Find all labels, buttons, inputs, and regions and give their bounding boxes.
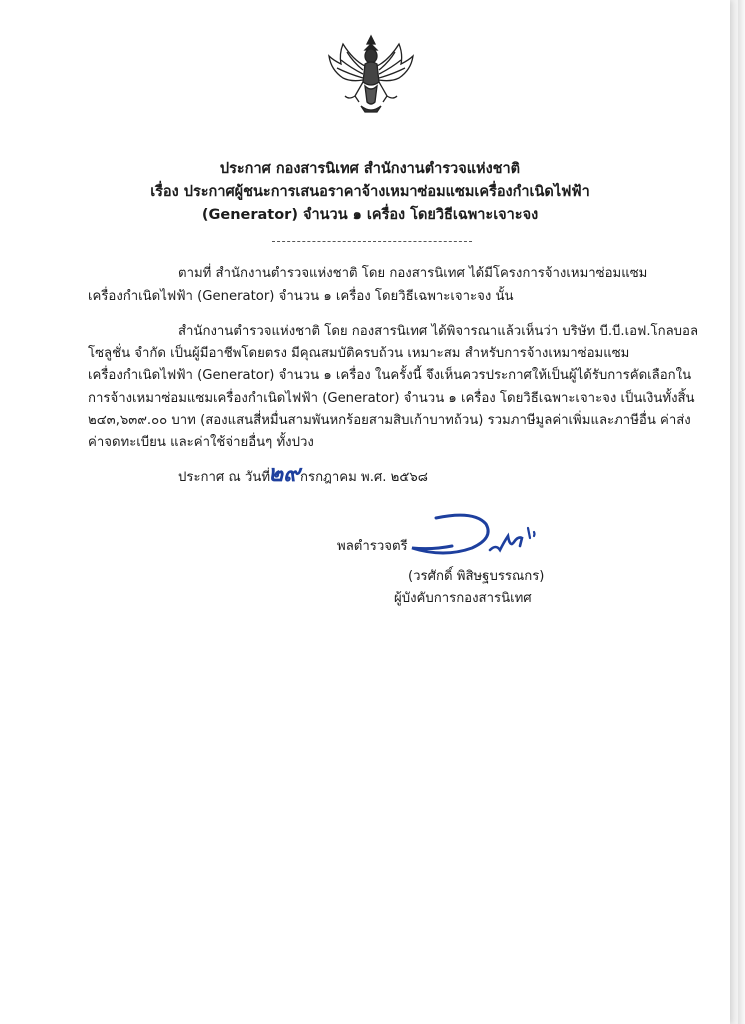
- paragraph-1-line: ตามที่ สำนักงานตำรวจแห่งชาติ โดย กองสารนิเทศ ได้มีโครงการจ้างเหมาซ่อมแซม: [178, 266, 648, 281]
- paragraph-1-line: เครื่องกำเนิดไฟฟ้า (Generator) จำนวน ๑ เครื่อง โดยวิธีเฉพาะเจาะจง นั้น: [88, 289, 514, 304]
- date-month-year: กรกฎาคม พ.ศ. ๒๕๖๘: [300, 470, 428, 485]
- paragraph-2-line: เครื่องกำเนิดไฟฟ้า (Generator) จำนวน ๑ เครื่อง ในครั้งนี้ จึงเห็นควรประกาศให้เป็นผู้ได้รับการคัดเลือกใน: [88, 368, 692, 383]
- paragraph-2-line: การจ้างเหมาซ่อมแซมเครื่องกำเนิดไฟฟ้า (Generator) จำนวน ๑ เครื่อง โดยวิธีเฉพาะเจาะจง เป็นเงินทั้งสิ้น: [88, 391, 695, 406]
- announcement-title: ประกาศ กองสารนิเทศ สำนักงานตำรวจแห่งชาติ: [219, 161, 521, 177]
- signer-rank: พลตำรวจตรี: [337, 539, 408, 554]
- signer-name: (วรศักดิ์ พิสิษฐบรรณกร): [408, 569, 545, 584]
- handwritten-day: ๒๙: [268, 461, 301, 487]
- announcement-subject-cont: (Generator) จำนวน ๑ เครื่อง โดยวิธีเฉพาะเจาะจง: [201, 207, 539, 223]
- paragraph-2-line: สำนักงานตำรวจแห่งชาติ โดย กองสารนิเทศ ได้พิจารณาแล้วเห็นว่า บริษัท บี.บี.เอฟ.โกลบอล: [178, 324, 699, 339]
- date-prefix: ประกาศ ณ วันที่: [178, 470, 271, 485]
- paragraph-2-line: ค่าจดทะเบียน และค่าใช้จ่ายอื่นๆ ทั้งปวง: [88, 435, 314, 450]
- title-divider: [272, 241, 472, 242]
- paragraph-2-line: โซลูชั่น จำกัด เป็นผู้มีอาชีพโดยตรง มีคุณสมบัติครบถ้วน เหมาะสม สำหรับการจ้างเหมาซ่อมแซม: [88, 346, 630, 361]
- signature-scrawl-icon: [404, 508, 550, 564]
- garuda-emblem-icon: [325, 30, 417, 116]
- paragraph-2-line: ๒๔๓,๖๓๙.๐๐ บาท (สองแสนสี่หมื่นสามพันหกร้อยสามสิบเก้าบาทถ้วน) รวมภาษีมูลค่าเพิ่มและภาษีอื่น ค่าส่ง: [88, 413, 691, 428]
- page-edge: [738, 0, 745, 1024]
- announcement-subject: เรื่อง ประกาศผู้ชนะการเสนอราคาจ้างเหมาซ่อมแซมเครื่องกำเนิดไฟฟ้า: [150, 184, 590, 200]
- signer-position: ผู้บังคับการกองสารนิเทศ: [394, 591, 532, 606]
